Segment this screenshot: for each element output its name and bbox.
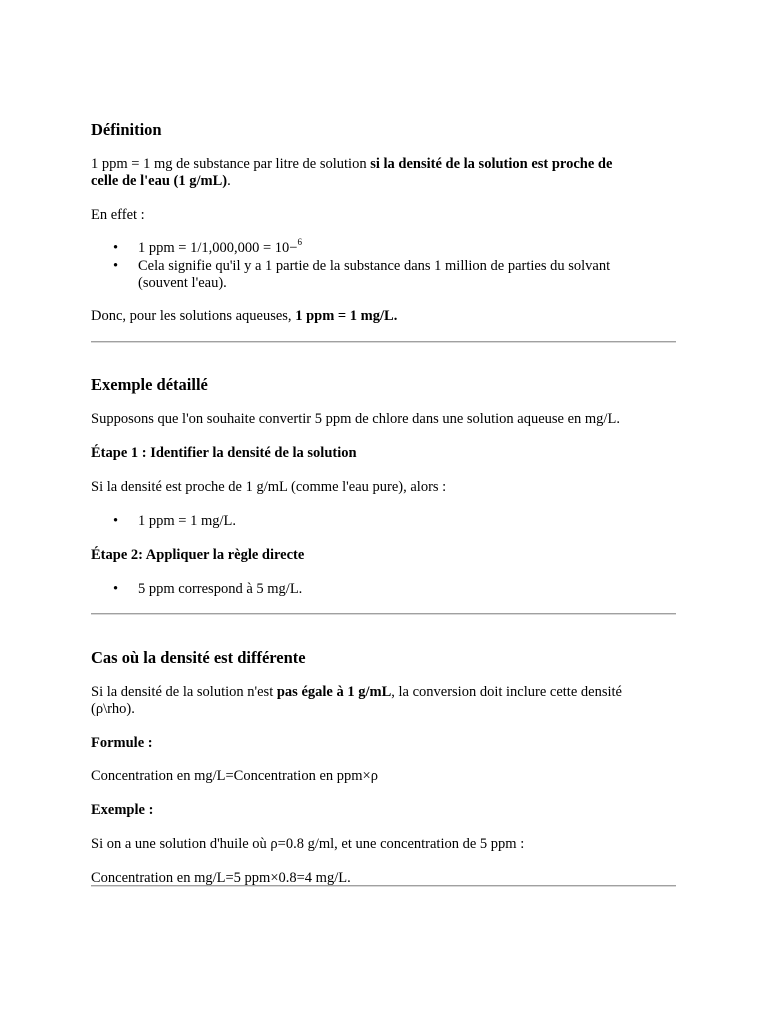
example-label-text: Exemple : [91, 802, 154, 818]
density-intro-rest: , la conversion doit inclure cette densité [391, 684, 622, 700]
step2-heading [91, 547, 304, 564]
step1-heading [91, 445, 357, 462]
formula-text: Concentration en mg/L=Concentration en ppm×ρ [91, 768, 378, 784]
ppm-equation: 1 ppm = 1/1,000,000 = 10− [138, 240, 298, 256]
definition-text: 1 ppm = 1 mg de substance par litre de solution [91, 156, 371, 172]
bullet-glyph: • [113, 258, 119, 274]
section-heading-example: Exemple détaillé [91, 375, 208, 394]
donc-text: Donc, pour les solutions aqueuses, [91, 308, 296, 324]
bullet-glyph: • [113, 581, 119, 597]
density-intro-text: Si la densité de la solution n'est [91, 684, 277, 700]
list-item-text: 1 ppm = 1 mg/L. [138, 513, 236, 529]
step2-heading-text: Étape 2: Appliquer la règle directe [91, 547, 305, 563]
density-intro-line2: (ρ\rho). [91, 701, 135, 717]
bullet-glyph: • [113, 240, 119, 256]
section-divider [91, 341, 676, 343]
donc-period: . [393, 308, 398, 324]
density-intro-bold: pas égale à 1 g/mL [276, 684, 392, 700]
section-divider [91, 885, 676, 887]
definition-period: . [227, 173, 231, 189]
example-text: Si on a une solution d'huile où ρ=0.8 g/ml, et une concentration de 5 ppm : [91, 836, 525, 852]
bullet-glyph: • [113, 513, 119, 529]
step1-text: Si la densité est proche de 1 g/mL (comme l'eau pure), alors : [91, 479, 447, 495]
definition-paragraph-line1 [91, 156, 612, 173]
section-heading-density-case: Cas où la densité est différente [91, 648, 306, 667]
list-item-text [138, 237, 302, 257]
definition-paragraph-line2 [91, 173, 231, 190]
list-item-text: Cela signifie qu'il y a 1 partie de la substance dans 1 million de parties du solvant [138, 258, 611, 274]
donc-bold: 1 ppm = 1 mg/L [295, 308, 394, 324]
formula-label [91, 735, 153, 752]
formula-label-text: Formule : [91, 735, 153, 751]
example-intro: Supposons que l'on souhaite convertir 5 ppm de chlore dans une solution aqueuse en mg/L. [91, 411, 620, 427]
definition-bold-condition: si la densité de la solution est proche de [370, 156, 613, 172]
section-heading-definition: Définition [91, 120, 162, 139]
en-effet-text: En effet : [91, 207, 145, 223]
density-intro-line1 [91, 684, 622, 701]
example-result: Concentration en mg/L=5 ppm×0.8=4 mg/L. [91, 870, 351, 886]
example-label [91, 802, 153, 819]
list-item-text: 5 ppm correspond à 5 mg/L. [138, 581, 303, 597]
section-divider [91, 613, 676, 615]
step1-heading-text: Étape 1 : Identifier la densité de la solution [91, 445, 357, 461]
donc-paragraph [91, 308, 397, 325]
list-item-text: (souvent l'eau). [138, 275, 227, 291]
definition-bold-condition-cont: celle de l'eau (1 g/mL) [91, 173, 228, 189]
exponent: 6 [297, 237, 302, 248]
